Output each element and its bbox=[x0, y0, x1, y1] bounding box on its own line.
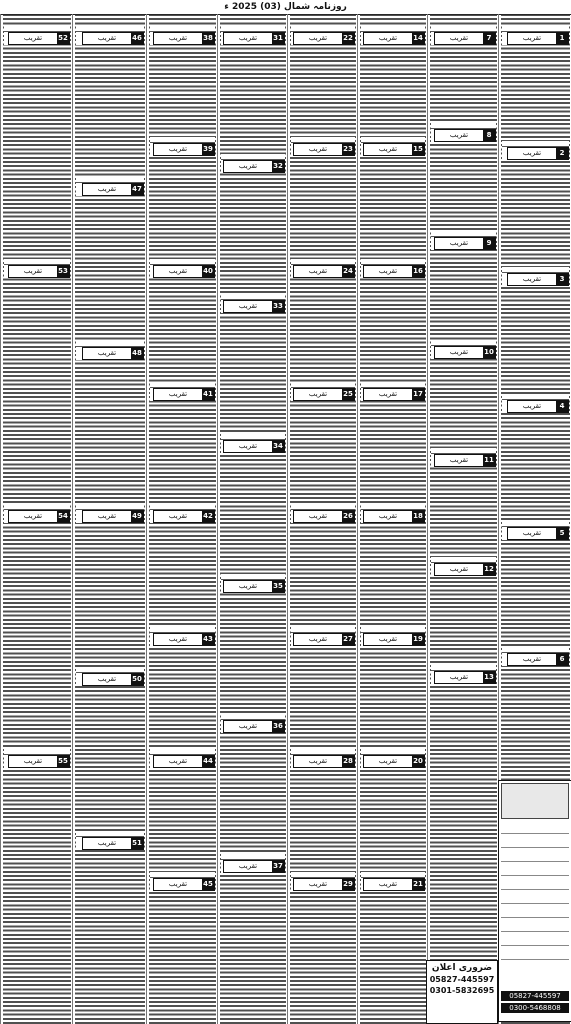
article-label: تقریب bbox=[308, 512, 328, 520]
article-number: 14 bbox=[413, 34, 423, 42]
article-heading bbox=[76, 183, 144, 196]
article-heading bbox=[150, 633, 215, 646]
article-label-box bbox=[363, 510, 425, 523]
article-number: 43 bbox=[203, 635, 213, 643]
text-column bbox=[427, 14, 499, 1024]
page-header bbox=[0, 0, 571, 15]
article-label-box bbox=[223, 860, 285, 873]
article-label-box bbox=[363, 755, 425, 768]
article-number: 33 bbox=[273, 302, 283, 310]
newspaper-logo bbox=[501, 783, 569, 819]
article-label-box bbox=[293, 755, 355, 768]
article-heading bbox=[4, 32, 70, 45]
article-heading bbox=[291, 32, 355, 45]
article-heading bbox=[361, 143, 425, 156]
article-label: تقریب bbox=[168, 390, 188, 398]
article-label: تقریب bbox=[522, 529, 542, 537]
article-label-box bbox=[507, 273, 569, 286]
article-number: 8 bbox=[483, 130, 495, 141]
article-heading bbox=[150, 32, 215, 45]
article-label-box bbox=[434, 671, 496, 684]
article-heading bbox=[291, 878, 355, 891]
article-number: 24 bbox=[343, 267, 353, 275]
article-heading bbox=[221, 300, 285, 313]
article-label-box bbox=[223, 32, 285, 45]
article-label: تقریب bbox=[23, 757, 43, 765]
article-number: 18 bbox=[413, 512, 423, 520]
article-label-box bbox=[82, 347, 144, 360]
article-heading bbox=[361, 265, 425, 278]
article-label-box bbox=[363, 388, 425, 401]
article-heading bbox=[431, 671, 496, 684]
article-label-box bbox=[153, 633, 215, 646]
article-label: تقریب bbox=[168, 880, 188, 888]
article-heading bbox=[502, 32, 569, 45]
article-heading bbox=[361, 755, 425, 768]
article-number: 9 bbox=[483, 238, 495, 249]
article-label: تقریب bbox=[378, 512, 398, 520]
article-heading bbox=[361, 878, 425, 891]
article-label: تقریب bbox=[308, 880, 328, 888]
imprint-row bbox=[501, 919, 569, 932]
article-label-box bbox=[434, 454, 496, 467]
article-label-box bbox=[82, 510, 144, 523]
article-heading bbox=[150, 755, 215, 768]
article-number: 44 bbox=[203, 757, 213, 765]
article-heading bbox=[150, 388, 215, 401]
article-label-box bbox=[363, 32, 425, 45]
article-label: تقریب bbox=[97, 675, 117, 683]
article-heading bbox=[221, 580, 285, 593]
imprint-row bbox=[501, 877, 569, 890]
article-label-box bbox=[223, 580, 285, 593]
article-label: تقریب bbox=[378, 880, 398, 888]
article-label: تقریب bbox=[238, 722, 258, 730]
article-label: تقریب bbox=[168, 512, 188, 520]
article-label: تقریب bbox=[378, 390, 398, 398]
article-heading bbox=[221, 160, 285, 173]
article-label-box bbox=[82, 673, 144, 686]
article-label-box bbox=[223, 300, 285, 313]
article-label: تقریب bbox=[23, 34, 43, 42]
article-number: 26 bbox=[343, 512, 353, 520]
article-heading bbox=[291, 143, 355, 156]
article-heading bbox=[221, 720, 285, 733]
article-heading bbox=[361, 510, 425, 523]
article-number: 36 bbox=[273, 722, 283, 730]
article-number: 5 bbox=[556, 528, 568, 539]
article-label: تقریب bbox=[449, 239, 469, 247]
article-number: 50 bbox=[132, 675, 142, 683]
article-label: تقریب bbox=[23, 267, 43, 275]
article-label: تقریب bbox=[168, 757, 188, 765]
article-label-box bbox=[153, 143, 215, 156]
article-label: تقریب bbox=[238, 582, 258, 590]
article-heading bbox=[76, 837, 144, 850]
text-column bbox=[217, 14, 288, 1024]
article-label: تقریب bbox=[238, 34, 258, 42]
article-number: 32 bbox=[273, 162, 283, 170]
article-label-box bbox=[507, 400, 569, 413]
article-label-box bbox=[293, 265, 355, 278]
article-label: تقریب bbox=[449, 565, 469, 573]
article-label: تقریب bbox=[522, 275, 542, 283]
article-heading bbox=[502, 653, 569, 666]
article-label: تقریب bbox=[23, 512, 43, 520]
article-heading bbox=[431, 346, 496, 359]
article-label-box bbox=[507, 147, 569, 160]
article-heading bbox=[76, 32, 144, 45]
article-number: 22 bbox=[343, 34, 353, 42]
article-label-box bbox=[223, 160, 285, 173]
article-number: 48 bbox=[132, 349, 142, 357]
article-number: 38 bbox=[203, 34, 213, 42]
article-label: تقریب bbox=[522, 34, 542, 42]
imprint-row bbox=[501, 891, 569, 904]
notice-title: ضروری اعلان bbox=[431, 963, 493, 973]
article-label: تقریب bbox=[168, 34, 188, 42]
article-label: تقریب bbox=[238, 302, 258, 310]
article-label-box bbox=[363, 878, 425, 891]
imprint-phone-2: 0300-5468808 bbox=[501, 1003, 569, 1013]
article-label: تقریب bbox=[97, 185, 117, 193]
article-number: 10 bbox=[484, 348, 494, 356]
article-number: 54 bbox=[58, 512, 68, 520]
article-label: تقریب bbox=[168, 635, 188, 643]
article-label-box bbox=[153, 755, 215, 768]
text-column bbox=[72, 14, 147, 1024]
article-number: 15 bbox=[413, 145, 423, 153]
article-label: تقریب bbox=[378, 145, 398, 153]
article-label: تقریب bbox=[522, 149, 542, 157]
article-heading bbox=[502, 273, 569, 286]
imprint-box bbox=[498, 780, 571, 1022]
article-label: تقریب bbox=[378, 635, 398, 643]
article-number: 42 bbox=[203, 512, 213, 520]
article-heading bbox=[502, 147, 569, 160]
text-column bbox=[146, 14, 218, 1024]
article-heading bbox=[4, 510, 70, 523]
newspaper-title: روزنامہ شمال (03) 2025 ء bbox=[224, 2, 347, 12]
article-label: تقریب bbox=[378, 757, 398, 765]
article-label-box bbox=[82, 837, 144, 850]
article-label: تقریب bbox=[308, 635, 328, 643]
article-heading bbox=[361, 633, 425, 646]
article-label-box bbox=[507, 527, 569, 540]
article-heading bbox=[221, 32, 285, 45]
article-label-box bbox=[223, 720, 285, 733]
article-label-box bbox=[153, 510, 215, 523]
notice-phone-1: 05827-445597 bbox=[429, 975, 495, 984]
article-number: 11 bbox=[484, 456, 494, 464]
article-heading bbox=[150, 265, 215, 278]
article-label-box bbox=[363, 265, 425, 278]
imprint-row bbox=[501, 863, 569, 876]
article-heading bbox=[291, 510, 355, 523]
article-number: 29 bbox=[343, 880, 353, 888]
text-column bbox=[357, 14, 428, 1024]
article-number: 25 bbox=[343, 390, 353, 398]
article-number: 34 bbox=[273, 442, 283, 450]
article-number: 41 bbox=[203, 390, 213, 398]
article-number: 55 bbox=[58, 757, 68, 765]
article-number: 7 bbox=[483, 33, 495, 44]
article-label-box bbox=[293, 633, 355, 646]
imprint-row bbox=[501, 933, 569, 946]
article-number: 4 bbox=[556, 401, 568, 412]
article-label: تقریب bbox=[449, 348, 469, 356]
imprint-row bbox=[501, 821, 569, 834]
article-label: تقریب bbox=[308, 267, 328, 275]
article-heading bbox=[150, 510, 215, 523]
article-label: تقریب bbox=[308, 757, 328, 765]
article-heading bbox=[291, 755, 355, 768]
imprint-phone-1: 05827-445597 bbox=[501, 991, 569, 1001]
article-heading bbox=[221, 440, 285, 453]
article-number: 16 bbox=[413, 267, 423, 275]
article-heading bbox=[502, 527, 569, 540]
article-label-box bbox=[363, 633, 425, 646]
article-label-box bbox=[293, 510, 355, 523]
article-label: تقریب bbox=[308, 145, 328, 153]
column-body-text bbox=[430, 14, 497, 1024]
article-label-box bbox=[507, 32, 569, 45]
article-number: 53 bbox=[58, 267, 68, 275]
article-number: 23 bbox=[343, 145, 353, 153]
imprint-row bbox=[501, 947, 569, 960]
article-number: 17 bbox=[413, 390, 423, 398]
notice-phone-2: 0301-5832695 bbox=[429, 986, 495, 995]
article-number: 47 bbox=[132, 185, 142, 193]
article-number: 28 bbox=[343, 757, 353, 765]
article-heading bbox=[502, 400, 569, 413]
article-number: 39 bbox=[203, 145, 213, 153]
article-label: تقریب bbox=[97, 839, 117, 847]
article-label: تقریب bbox=[97, 34, 117, 42]
article-heading bbox=[291, 265, 355, 278]
article-label: تقریب bbox=[308, 34, 328, 42]
article-number: 1 bbox=[556, 33, 568, 44]
article-heading bbox=[431, 32, 496, 45]
article-number: 2 bbox=[556, 148, 568, 159]
article-label-box bbox=[153, 388, 215, 401]
article-label-box bbox=[82, 32, 144, 45]
article-heading bbox=[76, 347, 144, 360]
article-number: 6 bbox=[556, 654, 568, 665]
article-label: تقریب bbox=[449, 456, 469, 464]
article-heading bbox=[431, 563, 496, 576]
article-label-box bbox=[82, 183, 144, 196]
article-heading bbox=[76, 673, 144, 686]
article-number: 13 bbox=[484, 673, 494, 681]
article-number: 49 bbox=[132, 512, 142, 520]
article-label: تقریب bbox=[238, 862, 258, 870]
article-heading bbox=[4, 265, 70, 278]
article-label-box bbox=[8, 265, 70, 278]
article-heading bbox=[221, 860, 285, 873]
article-label-box bbox=[8, 510, 70, 523]
article-heading bbox=[150, 143, 215, 156]
article-heading bbox=[431, 454, 496, 467]
article-heading bbox=[4, 755, 70, 768]
imprint-row bbox=[501, 849, 569, 862]
article-number: 20 bbox=[413, 757, 423, 765]
newspaper-page bbox=[0, 14, 571, 1024]
text-column bbox=[0, 14, 73, 1024]
article-label: تقریب bbox=[378, 267, 398, 275]
article-heading bbox=[291, 388, 355, 401]
article-label-box bbox=[293, 878, 355, 891]
imprint-row bbox=[501, 905, 569, 918]
article-label-box bbox=[434, 32, 496, 45]
article-label: تقریب bbox=[378, 34, 398, 42]
article-heading bbox=[361, 32, 425, 45]
article-label-box bbox=[434, 563, 496, 576]
article-label: تقریب bbox=[522, 402, 542, 410]
article-number: 19 bbox=[413, 635, 423, 643]
article-label: تقریب bbox=[308, 390, 328, 398]
article-number: 52 bbox=[58, 34, 68, 42]
article-label-box bbox=[153, 265, 215, 278]
article-label-box bbox=[223, 440, 285, 453]
article-number: 3 bbox=[556, 274, 568, 285]
article-heading bbox=[76, 510, 144, 523]
article-number: 35 bbox=[273, 582, 283, 590]
article-label-box bbox=[8, 32, 70, 45]
article-heading bbox=[291, 633, 355, 646]
article-label: تقریب bbox=[97, 349, 117, 357]
article-label: تقریب bbox=[522, 655, 542, 663]
article-number: 21 bbox=[413, 880, 423, 888]
article-number: 31 bbox=[273, 34, 283, 42]
article-number: 12 bbox=[484, 565, 494, 573]
article-label-box bbox=[293, 388, 355, 401]
article-label-box bbox=[363, 143, 425, 156]
article-label: تقریب bbox=[238, 162, 258, 170]
article-label-box bbox=[434, 129, 496, 142]
article-number: 40 bbox=[203, 267, 213, 275]
article-label: تقریب bbox=[449, 131, 469, 139]
article-heading bbox=[431, 237, 496, 250]
notice-advertisement bbox=[426, 960, 498, 1024]
article-label: تقریب bbox=[97, 512, 117, 520]
article-label-box bbox=[153, 878, 215, 891]
article-number: 27 bbox=[343, 635, 353, 643]
article-number: 46 bbox=[132, 34, 142, 42]
article-heading bbox=[361, 388, 425, 401]
text-column bbox=[287, 14, 358, 1024]
article-label: تقریب bbox=[449, 673, 469, 681]
article-label-box bbox=[293, 143, 355, 156]
article-label-box bbox=[434, 346, 496, 359]
article-label-box bbox=[293, 32, 355, 45]
article-number: 45 bbox=[203, 880, 213, 888]
article-label: تقریب bbox=[238, 442, 258, 450]
article-heading bbox=[150, 878, 215, 891]
imprint-row bbox=[501, 835, 569, 848]
article-label-box bbox=[8, 755, 70, 768]
article-label: تقریب bbox=[449, 34, 469, 42]
article-heading bbox=[431, 129, 496, 142]
article-label: تقریب bbox=[168, 145, 188, 153]
article-label-box bbox=[507, 653, 569, 666]
article-label: تقریب bbox=[168, 267, 188, 275]
article-label-box bbox=[153, 32, 215, 45]
article-label-box bbox=[434, 237, 496, 250]
article-number: 37 bbox=[273, 862, 283, 870]
article-number: 51 bbox=[132, 839, 142, 847]
